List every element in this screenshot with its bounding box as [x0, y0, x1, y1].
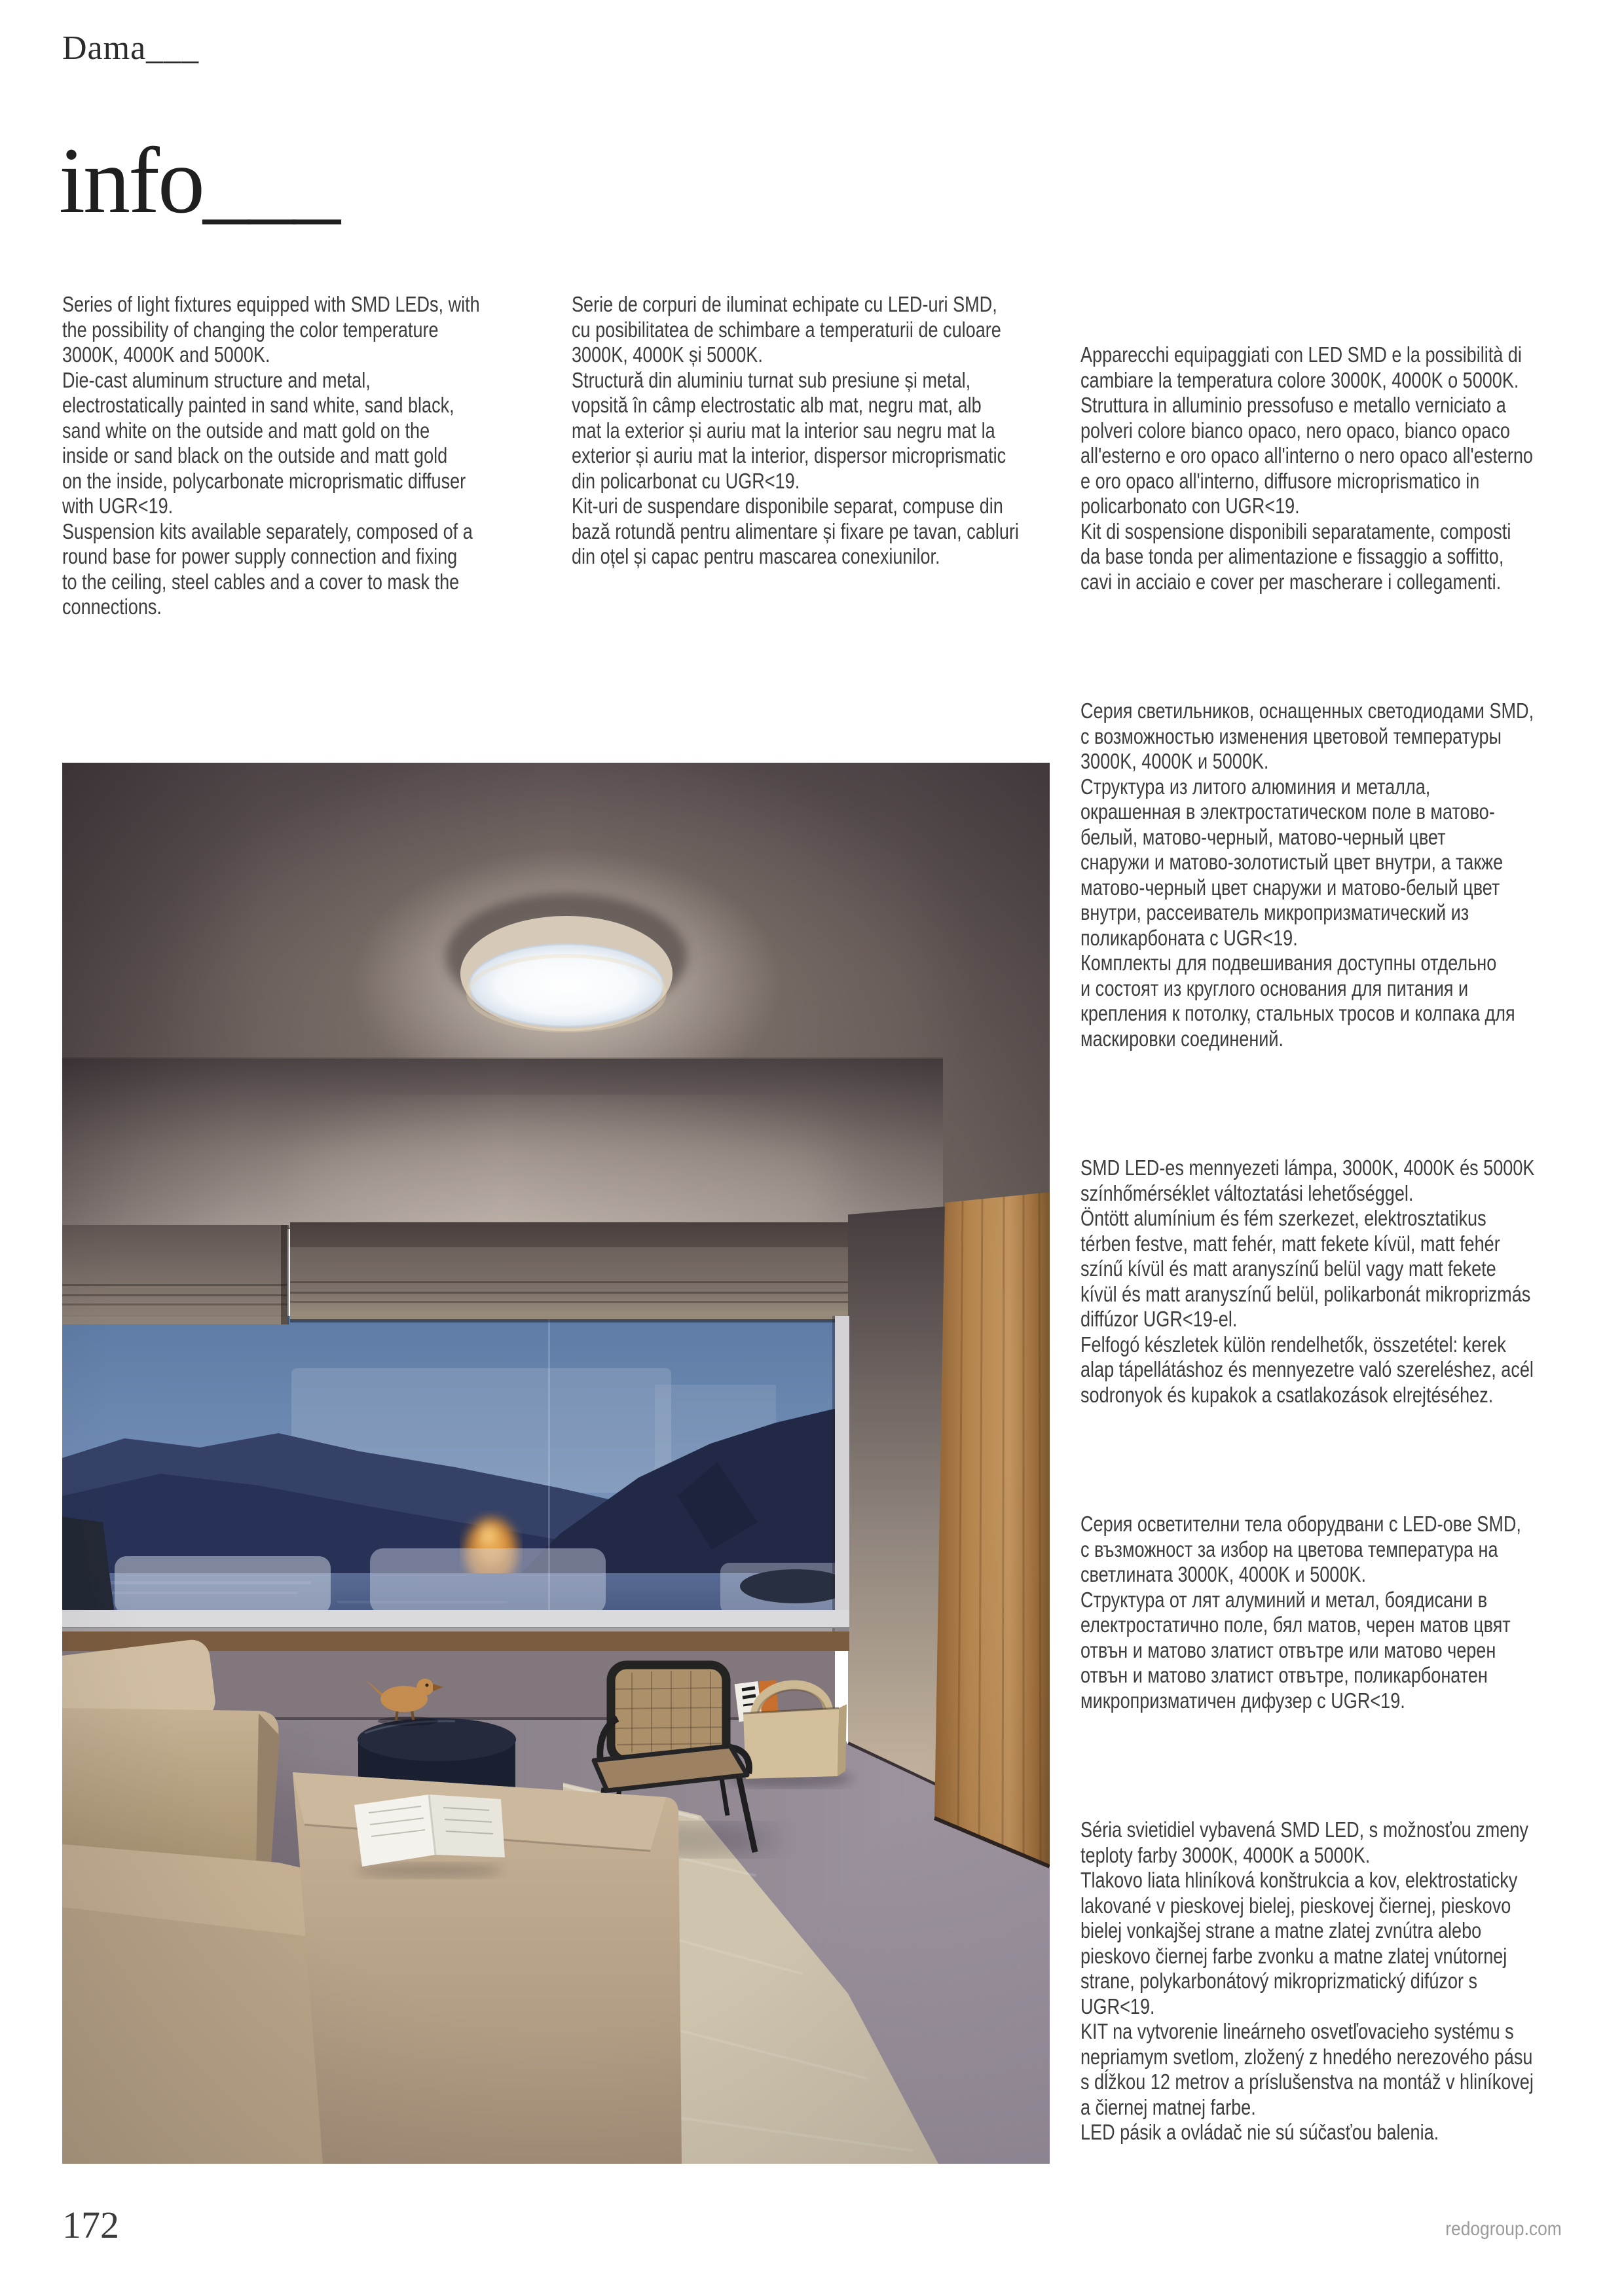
- interior-scene: [62, 763, 1050, 2164]
- description-ru: Серия светильников, оснащенных светодиодами SMD, с возможностью изменения цветовой температуры 3000K, 4000K и 5000K. Структура из литого алюминия и металла, окрашенная в электростатическом поле в матово- белый, матово-черный, матово-черный цвет снаружи и матово-золотистый цвет внутри, а также матово-черный цвет снаружи и матово-белый цвет внутри, рассеиватель микропризматический из поликарбоната с UGR<19. Комплекты для подвешивания доступны отдельно и состоят из круглого основания для питания и крепления к потолку, стальных тросов и колпака для маскировки соединений.: [1080, 699, 1534, 1051]
- description-it: Apparecchi equipaggiati con LED SMD e la possibilità di cambiare la temperatura colore 3000K, 4000K o 5000K. Struttura in alluminio pressofuso e metallo verniciato a polveri colore bianco opaco, nero opaco, bianco opaco all'esterno e oro opaco all'interno o nero opaco all'esterno e oro opaco all'interno, diffusore microprismatico in policarbonato con UGR<19. Kit di sospensione disponibili separatamente, composti da base tonda per alimentazione e fissaggio a soffitto, cavi in acciaio e cover per mascherare i collegamenti.: [1080, 342, 1533, 594]
- product-photo: [62, 763, 1050, 2164]
- page-title: info___: [59, 129, 339, 233]
- description-bg: Серия осветителни тела оборудвани с LED-ове SMD, с възможност за избор на цветова температура на светлината 3000K, 4000K и 5000K. Структура от лят алуминий и метал, боядисани в електростатично поле, бял матов, черен матов цвят отвън и матово златист отвътре или матово черен отвън и матово златист отвътре, поликарбонатен микропризматичен дифузер с UGR<19.: [1080, 1512, 1521, 1713]
- description-sk: Séria svietidiel vybavená SMD LED, s možnosťou zmeny teploty farby 3000K, 4000K a 5000K. Tlakovo liata hliníková konštrukcia a kov, elektrostaticky lakované v pieskovej bielej, pieskovej čiernej, pieskovo bielej vonkajšej strane a matne zlatej zvnútra alebo pieskovo čiernej farbe zvonku a matne zlatej vnútornej strane, polykarbonátový mikroprizmatický difúzor s UGR<19. KIT na vytvorenie lineárneho osvetľovacieho systému s nepriamym svetlom, zložený z hnedého nerezového pásu s dĺžkou 12 metrov a príslušenstva na montáž v hliníkovej a čiernej matnej farbe. LED pásik a ovládač nie sú súčasťou balenia.: [1080, 1817, 1534, 2144]
- brand-name: Dama___: [62, 29, 200, 67]
- website-url: redogroup.com: [1445, 2218, 1562, 2240]
- description-hu: SMD LED-es mennyezeti lámpa, 3000K, 4000K és 5000K színhőmérséklet változtatási lehetőséggel. Öntött alumínium és fém szerkezet, elektrosztatikus térben festve, matt fehér, matt fekete kívül, matt fehér színű kívül és matt aranyszínű belül vagy matt fekete kívül és matt aranyszínű belül, polikarbonát mikroprizmás diffúzor UGR<19-el. Felfogó készletek külön rendelhetők, összetétel: kerek alap tápellátáshoz és mennyezetre való szereléshez, acél sodronyok és kupakok a csatlakozások elrejtéséhez.: [1080, 1156, 1535, 1407]
- page-number: 172: [62, 2204, 119, 2246]
- description-en: Series of light fixtures equipped with SMD LEDs, with the possibility of changing the color temperature 3000K, 4000K and 5000K. Die-cast aluminum structure and metal, electrostatically painted in sand white, sand black, sand white on the outside and matt gold on the inside or sand black on the outside and matt gold on the inside, polycarbonate microprismatic diffuser with UGR<19. Suspension kits available separately, composed of a round base for power supply connection and fixing to the ceiling, steel cables and a cover to mask the connections.: [62, 292, 480, 619]
- photo-vignette: [62, 763, 1050, 2164]
- description-ro: Serie de corpuri de iluminat echipate cu LED-uri SMD, cu posibilitatea de schimbare a temperaturii de culoare 3000K, 4000K și 5000K. Structură din aluminiu turnat sub presiune și metal, vopsită în câmp electrostatic alb mat, negru mat, alb mat la exterior și auriu mat la interior sau negru mat la exterior și auriu mat la interior, dispersor microprismatic din policarbonat cu UGR<19. Kit-uri de suspendare disponibile separat, compuse din bază rotundă pentru alimentare și fixare pe tavan, cabluri din oțel și capac pentru mascarea conexiunilor.: [572, 292, 1019, 568]
- description-column-3: [1080, 292, 1542, 2250]
